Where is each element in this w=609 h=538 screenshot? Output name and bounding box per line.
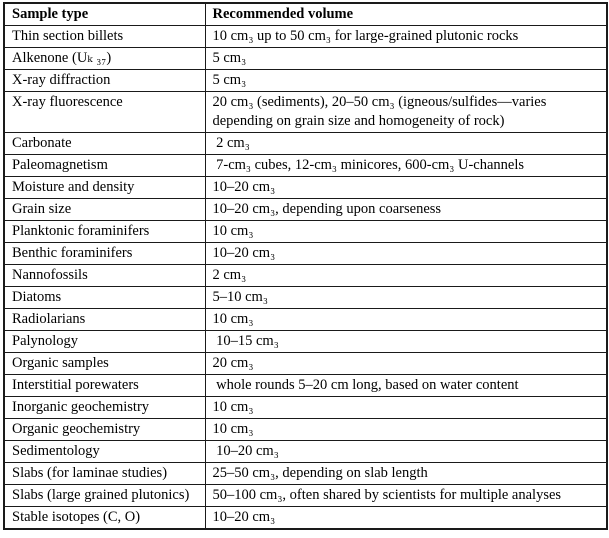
volume-cell: 10–15 cm₃ <box>205 331 607 353</box>
volume-cell: 10–20 cm₃ <box>205 441 607 463</box>
volume-cell: 2 cm₃ <box>205 133 607 155</box>
table-row <box>4 331 607 353</box>
sample-type-cell: Planktonic foraminifers <box>4 221 205 243</box>
volume-cell: 10 cm₃ <box>205 221 607 243</box>
table-body <box>4 26 607 530</box>
sample-type-cell: Benthic foraminifers <box>4 243 205 265</box>
table-row <box>4 353 607 375</box>
table-row <box>4 309 607 331</box>
volume-cell: 10–20 cm₃ <box>205 507 607 530</box>
table-row <box>4 221 607 243</box>
table-row <box>4 70 607 92</box>
sample-type-cell: X-ray fluorescence <box>4 92 205 133</box>
column-header-sample-type: Sample type <box>4 3 205 26</box>
sample-type-cell: X-ray diffraction <box>4 70 205 92</box>
table-row <box>4 463 607 485</box>
column-header-recommended-volume: Recommended volume <box>205 3 607 26</box>
sample-type-cell: Slabs (large grained plutonics) <box>4 485 205 507</box>
sample-volume-table <box>3 2 608 530</box>
table-row <box>4 375 607 397</box>
table-row <box>4 199 607 221</box>
table-row <box>4 243 607 265</box>
volume-cell: 10 cm₃ up to 50 cm₃ for large-grained plutonic rocks <box>205 26 607 48</box>
volume-cell: 10–20 cm₃ <box>205 243 607 265</box>
volume-cell: 10–20 cm₃ <box>205 177 607 199</box>
sample-type-cell: Paleomagnetism <box>4 155 205 177</box>
sample-type-cell: Grain size <box>4 199 205 221</box>
volume-cell: 10 cm₃ <box>205 419 607 441</box>
table-row <box>4 155 607 177</box>
sample-type-cell: Diatoms <box>4 287 205 309</box>
table-row <box>4 485 607 507</box>
volume-cell: 20 cm₃ <box>205 353 607 375</box>
table-row <box>4 92 607 133</box>
sample-type-cell: Slabs (for laminae studies) <box>4 463 205 485</box>
sample-type-cell: Thin section billets <box>4 26 205 48</box>
sample-type-cell: Carbonate <box>4 133 205 155</box>
volume-cell: 20 cm₃ (sediments), 20–50 cm₃ (igneous/sulfides—varies depending on grain size and homogeneity of rock) <box>205 92 607 133</box>
sample-type-cell: Sedimentology <box>4 441 205 463</box>
sample-type-cell: Stable isotopes (C, O) <box>4 507 205 530</box>
table-row <box>4 287 607 309</box>
volume-cell: whole rounds 5–20 cm long, based on water content <box>205 375 607 397</box>
volume-cell: 10–20 cm₃, depending upon coarseness <box>205 199 607 221</box>
table-row <box>4 441 607 463</box>
sample-type-cell: Nannofossils <box>4 265 205 287</box>
volume-cell: 7-cm₃ cubes, 12-cm₃ minicores, 600-cm₃ U-channels <box>205 155 607 177</box>
volume-cell: 5–10 cm₃ <box>205 287 607 309</box>
table-row <box>4 26 607 48</box>
table-header <box>4 3 607 26</box>
sample-type-cell: Organic geochemistry <box>4 419 205 441</box>
table-row <box>4 133 607 155</box>
sample-type-cell: Alkenone (Uₖ ₃₇) <box>4 48 205 70</box>
table-row <box>4 177 607 199</box>
table-row <box>4 265 607 287</box>
volume-cell: 10 cm₃ <box>205 309 607 331</box>
sample-type-cell: Radiolarians <box>4 309 205 331</box>
volume-cell: 5 cm₃ <box>205 48 607 70</box>
sample-type-cell: Inorganic geochemistry <box>4 397 205 419</box>
table-row <box>4 507 607 530</box>
volume-cell: 2 cm₃ <box>205 265 607 287</box>
table-row <box>4 397 607 419</box>
volume-cell: 50–100 cm₃, often shared by scientists for multiple analyses <box>205 485 607 507</box>
sample-type-cell: Organic samples <box>4 353 205 375</box>
table-row <box>4 48 607 70</box>
volume-cell: 25–50 cm₃, depending on slab length <box>205 463 607 485</box>
sample-type-cell: Moisture and density <box>4 177 205 199</box>
volume-cell: 10 cm₃ <box>205 397 607 419</box>
header-row <box>4 3 607 26</box>
volume-cell: 5 cm₃ <box>205 70 607 92</box>
sample-type-cell: Interstitial porewaters <box>4 375 205 397</box>
table-row <box>4 419 607 441</box>
sample-type-cell: Palynology <box>4 331 205 353</box>
